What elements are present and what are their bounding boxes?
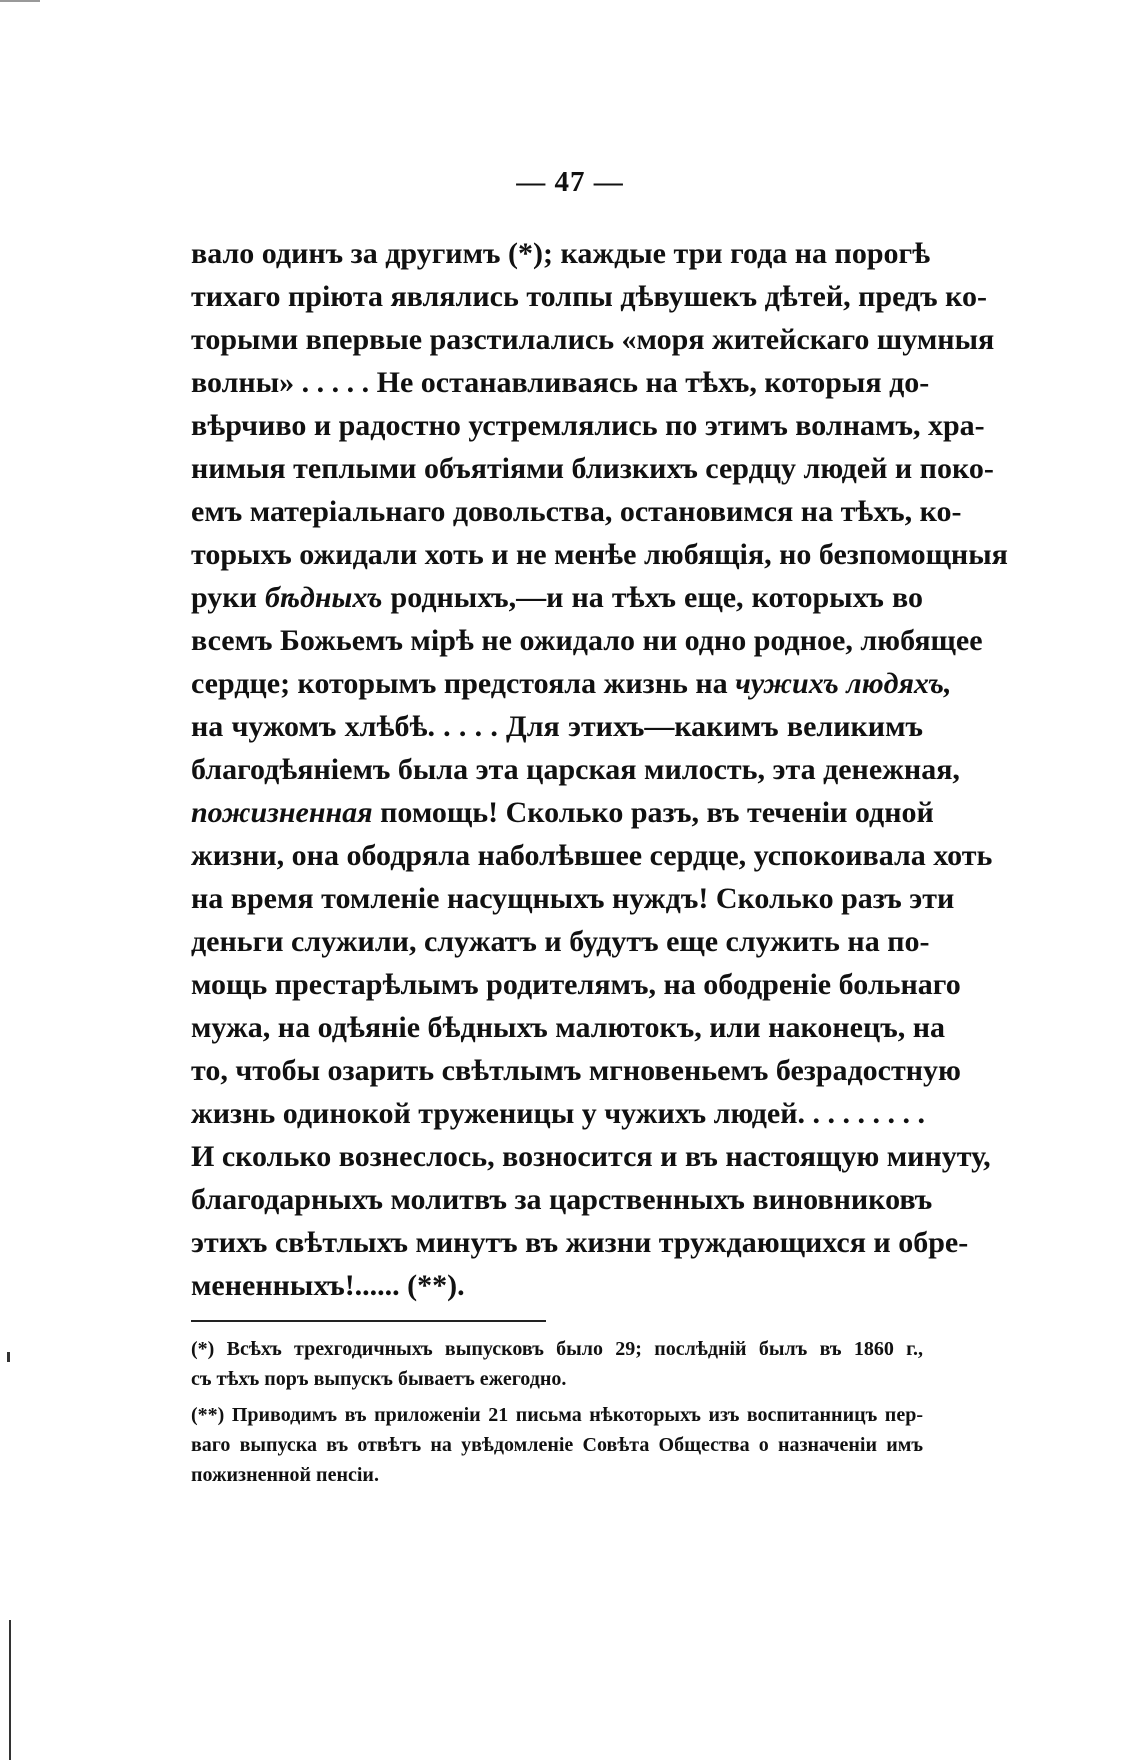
body-line: на чужомъ хлѣбѣ. . . . . Для этихъ—какимъ великимъ	[191, 710, 923, 743]
italic-phrase: чужихъ людяхъ,	[735, 667, 952, 700]
italic-phrase: бѣдныхъ	[264, 581, 383, 614]
body-line: мощь престарѣлымъ родителямъ, на ободреніе больнаго	[191, 968, 961, 1001]
body-line: волны» . . . . . Не останавливаясь на тѣхъ, которыя до-	[191, 366, 930, 399]
line-segment: помощь! Сколько разъ, въ теченіи одной	[380, 796, 934, 829]
footnote-rule	[191, 1320, 546, 1322]
footnote-line: (**) Приводимъ въ приложеніи 21 письма нѣкоторыхъ изъ воспитанницъ пер-	[191, 1404, 923, 1426]
body-line: деньги служили, служатъ и будутъ еще служить на по-	[191, 925, 930, 958]
page-number: — 47 —	[516, 166, 624, 198]
body-line: нимыя теплыми объятіями близкихъ сердцу людей и поко-	[191, 452, 994, 485]
body-line: вѣрчиво и радостно устремлялись по этимъ волнамъ, хра-	[191, 409, 985, 442]
body-line: мененныхъ!...... (**).	[191, 1269, 465, 1302]
footnote-line: пожизненной пенсіи.	[191, 1464, 379, 1486]
body-line: жизнь одинокой труженицы у чужихъ людей. . . . . . . . .	[191, 1097, 925, 1130]
body-line: жизни, она ободряла наболѣвшее сердце, успокоивала хоть	[191, 839, 993, 872]
scan-mark	[7, 1352, 10, 1362]
body-line: благодарныхъ молитвъ за царственныхъ виновниковъ	[191, 1183, 933, 1216]
line-segment: сердце; которымъ предстояла жизнь на	[191, 667, 728, 700]
body-line: торыми впервые разстилались «моря житейскаго шумныя	[191, 323, 995, 356]
body-line: торыхъ ожидали хоть и не менѣе любящія, но безпомощныя	[191, 538, 1008, 571]
italic-phrase: пожизненная	[191, 796, 373, 829]
body-line: этихъ свѣтлыхъ минутъ въ жизни труждающихся и обре-	[191, 1226, 969, 1259]
body-line: емъ матеріальнаго довольства, остановимся на тѣхъ, ко-	[191, 495, 962, 528]
body-line: на время томленіе насущныхъ нуждъ! Сколько разъ эти	[191, 882, 955, 915]
body-line	[191, 576, 923, 619]
footnote-line: ваго выпуска въ отвѣтъ на увѣдомленіе Совѣта Общества о назначеніи имъ	[191, 1434, 923, 1456]
scan-mark	[0, 0, 40, 2]
body-line: благодѣяніемъ была эта царская милость, эта денежная,	[191, 753, 960, 786]
body-line	[191, 791, 934, 834]
body-text	[191, 232, 1008, 1307]
footnotes	[191, 1334, 923, 1490]
footnote-line: (*) Всѣхъ трехгодичныхъ выпусковъ было 29; послѣдній былъ въ 1860 г.,	[191, 1338, 923, 1360]
body-line: то, чтобы озарить свѣтлымъ мгновеньемъ безрадостную	[191, 1054, 961, 1087]
body-line	[191, 662, 952, 705]
body-line: всемъ Божьемъ мірѣ не ожидало ни одно родное, любящее	[191, 624, 983, 657]
line-segment: родныхъ,—и на тѣхъ еще, которыхъ во	[390, 581, 924, 614]
body-line: тихаго пріюта являлись толпы дѣвушекъ дѣтей, предъ ко-	[191, 280, 988, 313]
line-segment: руки	[191, 581, 257, 614]
footnote-line: съ тѣхъ поръ выпускъ бываетъ ежегодно.	[191, 1368, 567, 1390]
scan-mark	[9, 1620, 11, 1760]
body-line: мужа, на одѣяніе бѣдныхъ малютокъ, или наконецъ, на	[191, 1011, 945, 1044]
body-line: И сколько вознеслось, возносится и въ настоящую минуту,	[191, 1140, 991, 1173]
body-line: вало одинъ за другимъ (*); каждые три года на порогѣ	[191, 237, 931, 270]
